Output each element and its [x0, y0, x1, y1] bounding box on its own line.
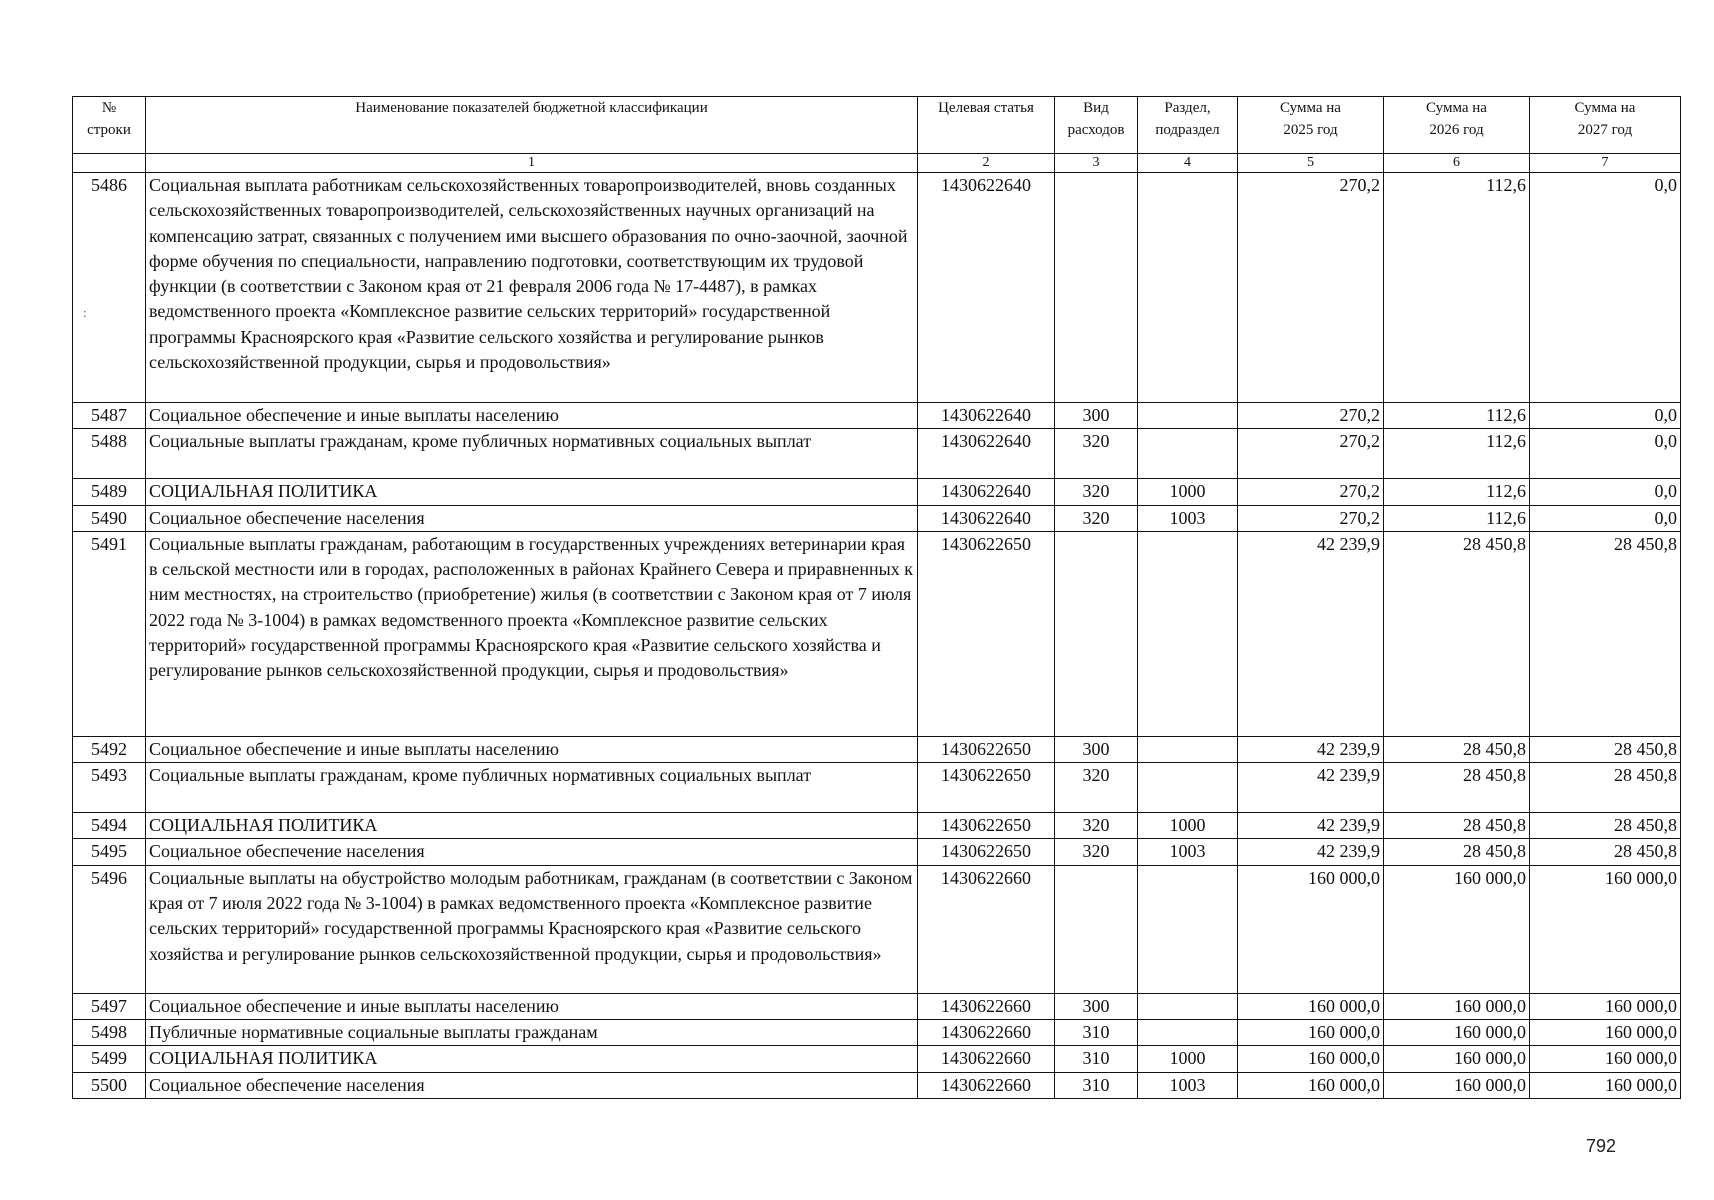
row-section — [1138, 531, 1238, 736]
row-sum-2026: 112,6 — [1384, 173, 1530, 403]
row-expense-type: 320 — [1055, 763, 1138, 813]
row-sum-2025: 270,2 — [1238, 505, 1384, 531]
row-sum-2027: 0,0 — [1530, 429, 1681, 479]
row-section — [1138, 865, 1238, 993]
row-sum-2027: 160 000,0 — [1530, 1072, 1681, 1098]
row-name: Социальные выплаты гражданам, кроме публичных нормативных социальных выплат — [146, 429, 918, 479]
column-number: 7 — [1530, 154, 1681, 173]
column-number — [73, 154, 146, 173]
row-sum-2026: 160 000,0 — [1384, 1046, 1530, 1072]
row-section: 1003 — [1138, 505, 1238, 531]
row-sum-2027: 28 450,8 — [1530, 763, 1681, 813]
row-sum-2025: 42 239,9 — [1238, 736, 1384, 762]
row-name: Социальные выплаты на обустройство молодым работникам, гражданам (в соответствии с Законом края от 7 июля 2022 года № 3-1004) в рамках ведомственного проекта «Комплексное развитие сельских территорий» государственной программы Красноярского края «Развитие сельского хозяйства и регулирование рынков сельскохозяйственной продукции, сырья и продовольствия» — [146, 865, 918, 993]
row-target: 1430622660 — [918, 1072, 1055, 1098]
row-sum-2027: 28 450,8 — [1530, 531, 1681, 736]
row-sum-2026: 112,6 — [1384, 429, 1530, 479]
row-target: 1430622660 — [918, 993, 1055, 1019]
row-sum-2027: 160 000,0 — [1530, 865, 1681, 993]
header-sum-2027: Сумма на 2027 год — [1530, 97, 1681, 154]
row-number: 5487 — [73, 403, 146, 429]
row-expense-type: 310 — [1055, 1020, 1138, 1046]
row-sum-2026: 28 450,8 — [1384, 839, 1530, 865]
row-sum-2025: 270,2 — [1238, 173, 1384, 403]
row-expense-type — [1055, 173, 1138, 403]
header-row-no: № строки — [73, 97, 146, 154]
row-sum-2025: 42 239,9 — [1238, 531, 1384, 736]
row-expense-type — [1055, 865, 1138, 993]
row-number: 5499 — [73, 1046, 146, 1072]
table-row — [73, 1072, 1681, 1098]
table-row — [73, 403, 1681, 429]
row-target: 1430622650 — [918, 736, 1055, 762]
row-section: 1003 — [1138, 1072, 1238, 1098]
row-target: 1430622650 — [918, 813, 1055, 839]
row-sum-2026: 160 000,0 — [1384, 993, 1530, 1019]
row-sum-2025: 160 000,0 — [1238, 1046, 1384, 1072]
row-expense-type: 300 — [1055, 403, 1138, 429]
table-row — [73, 813, 1681, 839]
column-number: 1 — [146, 154, 918, 173]
column-number: 4 — [1138, 154, 1238, 173]
table-row — [73, 763, 1681, 813]
header-target: Целевая статья — [918, 97, 1055, 154]
row-sum-2025: 42 239,9 — [1238, 839, 1384, 865]
row-sum-2026: 160 000,0 — [1384, 865, 1530, 993]
table-row — [73, 839, 1681, 865]
row-target: 1430622660 — [918, 1020, 1055, 1046]
row-number: 5496 — [73, 865, 146, 993]
row-section — [1138, 403, 1238, 429]
row-sum-2027: 0,0 — [1530, 505, 1681, 531]
row-sum-2025: 270,2 — [1238, 429, 1384, 479]
row-section — [1138, 993, 1238, 1019]
row-name: СОЦИАЛЬНАЯ ПОЛИТИКА — [146, 813, 918, 839]
row-number: 5498 — [73, 1020, 146, 1046]
row-name: Социальное обеспечение населения — [146, 1072, 918, 1098]
row-section: 1000 — [1138, 479, 1238, 505]
row-name: СОЦИАЛЬНАЯ ПОЛИТИКА — [146, 479, 918, 505]
row-expense-type: 300 — [1055, 993, 1138, 1019]
row-sum-2026: 112,6 — [1384, 505, 1530, 531]
row-sum-2025: 160 000,0 — [1238, 1072, 1384, 1098]
row-expense-type: 320 — [1055, 505, 1138, 531]
table-row — [73, 1020, 1681, 1046]
header-sum-2025: Сумма на 2025 год — [1238, 97, 1384, 154]
row-expense-type: 320 — [1055, 479, 1138, 505]
row-number: 5493 — [73, 763, 146, 813]
row-target: 1430622640 — [918, 505, 1055, 531]
row-section: 1003 — [1138, 839, 1238, 865]
row-sum-2025: 42 239,9 — [1238, 763, 1384, 813]
header-section: Раздел, подраздел — [1138, 97, 1238, 154]
row-name: Социальная выплата работникам сельскохозяйственных товаропроизводителей, вновь созданных сельскохозяйственных товаропроизводителей, сельскохозяйственных научных организаций на компенсацию затрат, связанных с получением ими высшего образования по очно-заочной, заочной форме обучения по специальности, направлению подготовки, соответствующим их трудовой функции (в соответствии с Законом края от 21 февраля 2006 года № 17-4487), в рамках ведомственного проекта «Комплексное развитие сельских территорий» государственной программы Красноярского края «Развитие сельского хозяйства и регулирование рынков сельскохозяйственной продукции, сырья и продовольствия» — [146, 173, 918, 403]
row-number: 5490 — [73, 505, 146, 531]
row-section — [1138, 173, 1238, 403]
row-expense-type: 320 — [1055, 813, 1138, 839]
table-row — [73, 993, 1681, 1019]
header-expense-type: Вид расходов — [1055, 97, 1138, 154]
row-sum-2026: 160 000,0 — [1384, 1020, 1530, 1046]
row-sum-2025: 270,2 — [1238, 403, 1384, 429]
row-number: 5488 — [73, 429, 146, 479]
row-expense-type: 310 — [1055, 1072, 1138, 1098]
row-name: Социальное обеспечение и иные выплаты населению — [146, 403, 918, 429]
row-sum-2025: 160 000,0 — [1238, 1020, 1384, 1046]
column-number: 5 — [1238, 154, 1384, 173]
table-row — [73, 736, 1681, 762]
scan-mark: : — [83, 305, 87, 320]
row-number: 5500 — [73, 1072, 146, 1098]
table-row — [73, 505, 1681, 531]
row-section: 1000 — [1138, 813, 1238, 839]
row-name: Социальные выплаты гражданам, работающим в государственных учреждениях ветеринарии края в сельской местности или в городах, расположенных в районах Крайнего Севера и приравненных к ним местностях, на строительство (приобретение) жилья (в соответствии с Законом края от 7 июля 2022 года № 3-1004) в рамках ведомственного проекта «Комплексное развитие сельских территорий» государственной программы Красноярского края «Развитие сельского хозяйства и регулирование рынков сельскохозяйственной продукции, сырья и продовольствия» — [146, 531, 918, 736]
row-expense-type — [1055, 531, 1138, 736]
row-number: 5497 — [73, 993, 146, 1019]
row-section — [1138, 736, 1238, 762]
row-sum-2026: 28 450,8 — [1384, 736, 1530, 762]
row-sum-2026: 112,6 — [1384, 403, 1530, 429]
row-name: Социальное обеспечение и иные выплаты населению — [146, 736, 918, 762]
row-target: 1430622640 — [918, 403, 1055, 429]
row-expense-type: 320 — [1055, 839, 1138, 865]
row-target: 1430622650 — [918, 763, 1055, 813]
table-row — [73, 479, 1681, 505]
table-row — [73, 531, 1681, 736]
row-sum-2026: 112,6 — [1384, 479, 1530, 505]
budget-table — [72, 96, 1681, 1099]
row-sum-2027: 28 450,8 — [1530, 839, 1681, 865]
table-row — [73, 173, 1681, 403]
column-number-row — [73, 154, 1681, 173]
row-sum-2027: 160 000,0 — [1530, 993, 1681, 1019]
row-number: 5494 — [73, 813, 146, 839]
column-number: 3 — [1055, 154, 1138, 173]
row-target: 1430622660 — [918, 1046, 1055, 1072]
row-sum-2026: 28 450,8 — [1384, 531, 1530, 736]
row-number: 5489 — [73, 479, 146, 505]
row-expense-type: 320 — [1055, 429, 1138, 479]
table-row — [73, 865, 1681, 993]
header-name: Наименование показателей бюджетной классификации — [146, 97, 918, 154]
column-number: 6 — [1384, 154, 1530, 173]
header-sum-2026: Сумма на 2026 год — [1384, 97, 1530, 154]
table-row — [73, 1046, 1681, 1072]
row-section — [1138, 1020, 1238, 1046]
row-name: Социальное обеспечение и иные выплаты населению — [146, 993, 918, 1019]
row-number: 5486 — [73, 173, 146, 403]
row-name: СОЦИАЛЬНАЯ ПОЛИТИКА — [146, 1046, 918, 1072]
row-sum-2027: 160 000,0 — [1530, 1020, 1681, 1046]
row-sum-2026: 28 450,8 — [1384, 813, 1530, 839]
table-row — [73, 429, 1681, 479]
row-number: 5495 — [73, 839, 146, 865]
row-expense-type: 310 — [1055, 1046, 1138, 1072]
row-name: Публичные нормативные социальные выплаты гражданам — [146, 1020, 918, 1046]
row-target: 1430622650 — [918, 531, 1055, 736]
row-sum-2027: 0,0 — [1530, 173, 1681, 403]
row-target: 1430622650 — [918, 839, 1055, 865]
page-number: 792 — [1586, 1136, 1617, 1156]
row-target: 1430622640 — [918, 173, 1055, 403]
row-sum-2025: 42 239,9 — [1238, 813, 1384, 839]
row-name: Социальное обеспечение населения — [146, 505, 918, 531]
row-sum-2026: 160 000,0 — [1384, 1072, 1530, 1098]
header-row — [73, 97, 1681, 154]
budget-sheet — [72, 96, 1680, 1099]
row-number: 5491 — [73, 531, 146, 736]
row-sum-2025: 160 000,0 — [1238, 993, 1384, 1019]
row-name: Социальные выплаты гражданам, кроме публичных нормативных социальных выплат — [146, 763, 918, 813]
row-section: 1000 — [1138, 1046, 1238, 1072]
row-sum-2026: 28 450,8 — [1384, 763, 1530, 813]
column-number: 2 — [918, 154, 1055, 173]
row-sum-2025: 270,2 — [1238, 479, 1384, 505]
row-sum-2025: 160 000,0 — [1238, 865, 1384, 993]
row-expense-type: 300 — [1055, 736, 1138, 762]
row-section — [1138, 429, 1238, 479]
row-section — [1138, 763, 1238, 813]
row-sum-2027: 0,0 — [1530, 479, 1681, 505]
row-target: 1430622640 — [918, 479, 1055, 505]
row-sum-2027: 0,0 — [1530, 403, 1681, 429]
row-sum-2027: 28 450,8 — [1530, 736, 1681, 762]
row-number: 5492 — [73, 736, 146, 762]
row-sum-2027: 160 000,0 — [1530, 1046, 1681, 1072]
row-name: Социальное обеспечение населения — [146, 839, 918, 865]
row-sum-2027: 28 450,8 — [1530, 813, 1681, 839]
row-target: 1430622660 — [918, 865, 1055, 993]
row-target: 1430622640 — [918, 429, 1055, 479]
